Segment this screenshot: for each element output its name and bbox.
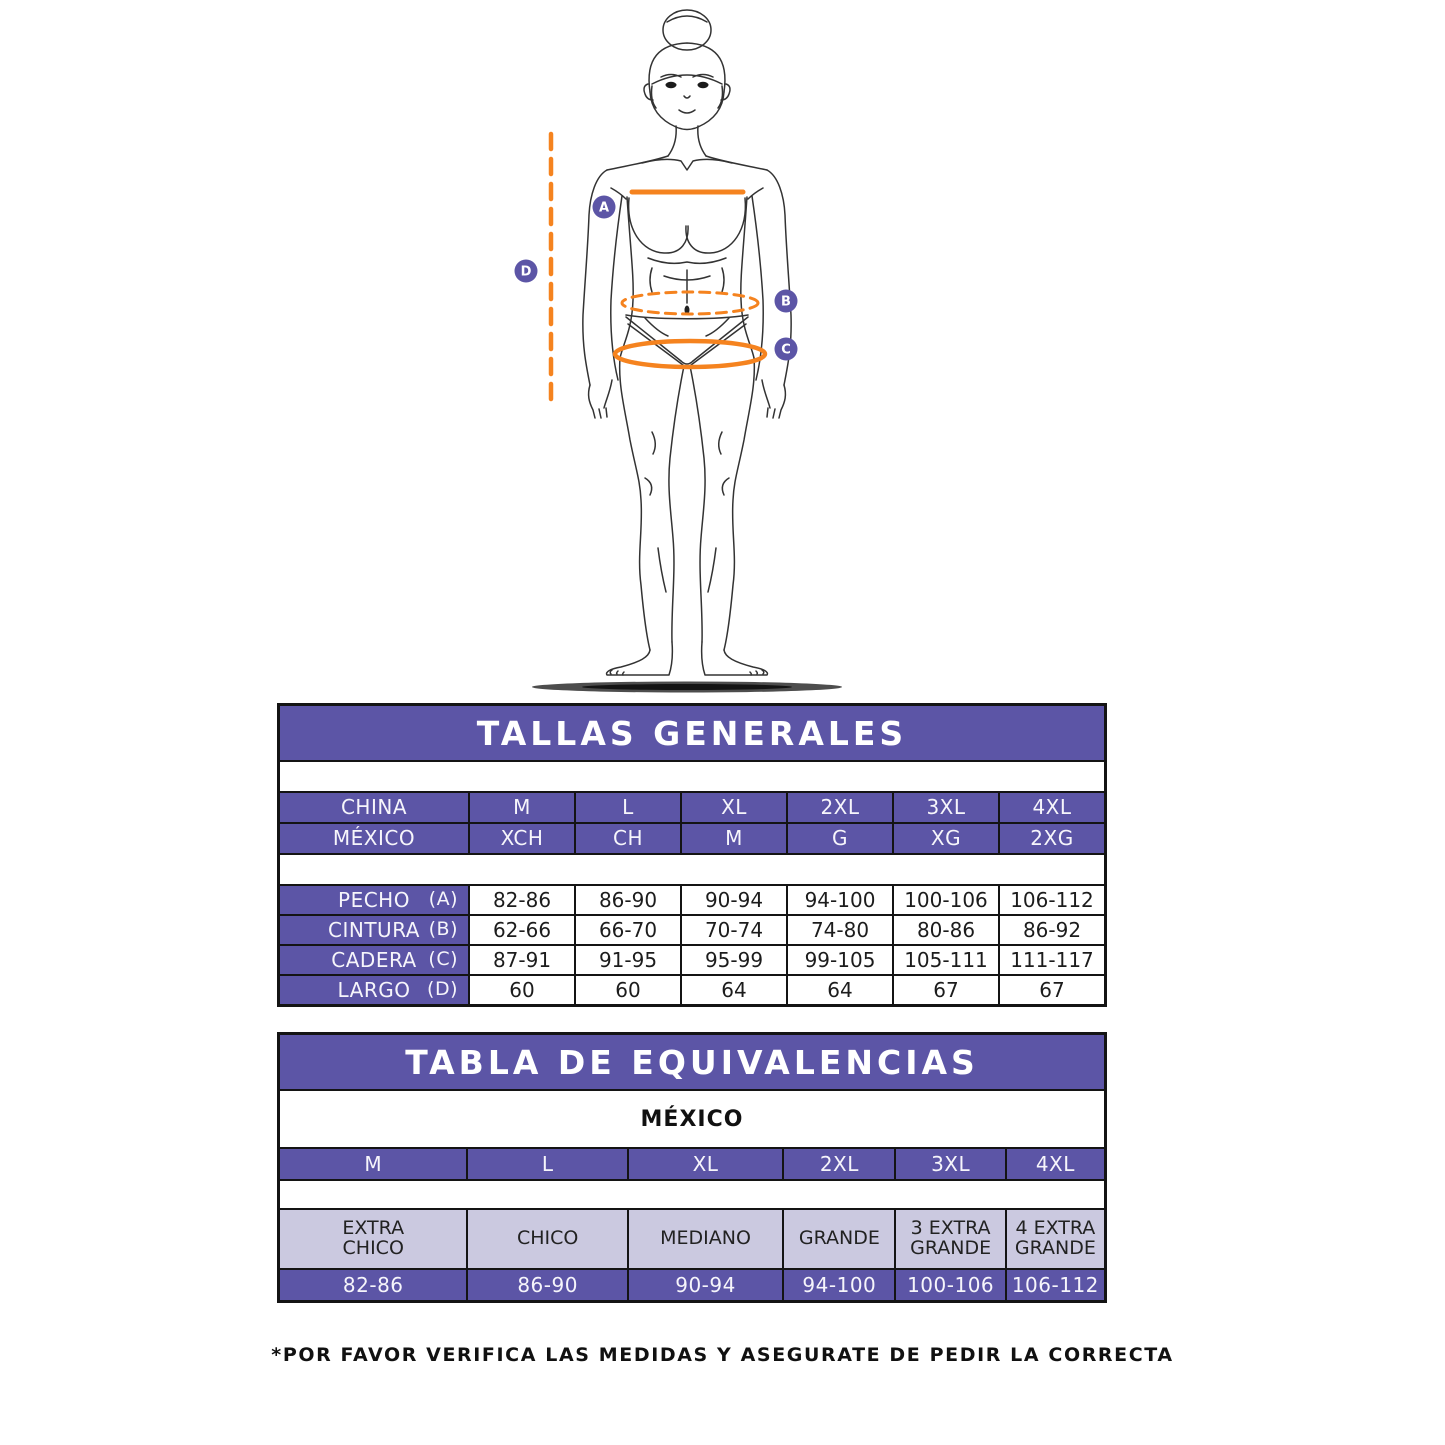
- size-cell: G: [788, 824, 892, 853]
- range-cell: 106-112: [1007, 1270, 1104, 1300]
- table-spacer: [280, 1181, 1104, 1208]
- size-cell: XG: [894, 824, 998, 853]
- size-cell: 4XL: [1007, 1149, 1104, 1179]
- measure-cell: 91-95: [576, 946, 680, 974]
- measure-cell: 94-100: [788, 886, 892, 914]
- measure-cell: 67: [894, 976, 998, 1004]
- size-name-cell: MEDIANO: [629, 1210, 782, 1268]
- size-cell: XL: [682, 793, 786, 822]
- equivalencias-table: [277, 1032, 1107, 1303]
- measure-cell: 70-74: [682, 916, 786, 944]
- size-name: 4 EXTRA GRANDE: [1014, 1217, 1096, 1259]
- range-cell: 90-94: [629, 1270, 782, 1300]
- measure-cell: 106-112: [1000, 886, 1104, 914]
- table-row: [280, 916, 1104, 944]
- measure-cell: 87-91: [470, 946, 574, 974]
- range-cell: 86-90: [468, 1270, 626, 1300]
- size-cell: CH: [576, 824, 680, 853]
- marker-b-letter: B: [781, 294, 791, 310]
- table-row: [280, 886, 1104, 914]
- measure-cell: 111-117: [1000, 946, 1104, 974]
- measure-cell: 99-105: [788, 946, 892, 974]
- measure-cell: 82-86: [470, 886, 574, 914]
- marker-c-letter: C: [781, 342, 791, 358]
- size-cell: L: [468, 1149, 626, 1179]
- equivalencias-title: TABLA DE EQUIVALENCIAS: [280, 1035, 1104, 1089]
- tallas-generales-title: TALLAS GENERALES: [280, 706, 1104, 760]
- row-label: [280, 946, 468, 974]
- measure-cell: 86-92: [1000, 916, 1104, 944]
- measure-cell: 62-66: [470, 916, 574, 944]
- measure-cell: 74-80: [788, 916, 892, 944]
- range-cell: 82-86: [280, 1270, 466, 1300]
- size-cell: 3XL: [894, 793, 998, 822]
- measure-name: PECHO: [338, 887, 410, 912]
- size-cell: XL: [629, 1149, 782, 1179]
- table-row: [280, 1210, 1104, 1268]
- measure-cell: 90-94: [682, 886, 786, 914]
- row-label: [280, 916, 468, 944]
- measure-cell: 64: [788, 976, 892, 1004]
- region-label: MÉXICO: [280, 1091, 1104, 1147]
- figure-illustration: [0, 0, 1445, 712]
- measure-cell: 80-86: [894, 916, 998, 944]
- table-row: [280, 1149, 1104, 1179]
- measure-marker: (B): [428, 918, 458, 941]
- waist-measure-ellipse: [622, 292, 758, 314]
- measure-cell: 100-106: [894, 886, 998, 914]
- size-cell: 2XG: [1000, 824, 1104, 853]
- table-row: [280, 946, 1104, 974]
- size-name-cell: GRANDE: [784, 1210, 894, 1268]
- range-cell: 100-106: [896, 1270, 1004, 1300]
- table-row: [280, 1270, 1104, 1300]
- measure-marker: (A): [428, 888, 458, 911]
- size-name: 3 EXTRA GRANDE: [910, 1217, 992, 1259]
- size-cell: 3XL: [896, 1149, 1004, 1179]
- floor-shadow: [532, 682, 842, 693]
- measure-marker: (D): [427, 978, 458, 1001]
- table-row: [280, 824, 1104, 853]
- measure-cell: 67: [1000, 976, 1104, 1004]
- row-label: [280, 886, 468, 914]
- table-row: [280, 793, 1104, 822]
- size-name-cell: [896, 1210, 1004, 1268]
- row-label: [280, 976, 468, 1004]
- marker-a-letter: A: [598, 200, 610, 216]
- measure-cell: 105-111: [894, 946, 998, 974]
- measure-cell: 64: [682, 976, 786, 1004]
- measure-cell: 60: [576, 976, 680, 1004]
- size-cell: 4XL: [1000, 793, 1104, 822]
- table-spacer: [280, 855, 1104, 884]
- size-name-cell: CHICO: [468, 1210, 626, 1268]
- measure-cell: 66-70: [576, 916, 680, 944]
- row-label: MÉXICO: [280, 824, 468, 853]
- table-spacer: [280, 762, 1104, 791]
- range-cell: 94-100: [784, 1270, 894, 1300]
- verify-measurements-note: *POR FAVOR VERIFICA LAS MEDIDAS Y ASEGURATE DE PEDIR LA CORRECTA: [271, 1344, 1174, 1366]
- measurement-guides: [551, 134, 765, 402]
- marker-d-letter: D: [520, 264, 532, 280]
- size-cell: L: [576, 793, 680, 822]
- measure-cell: 60: [470, 976, 574, 1004]
- table-row: [280, 976, 1104, 1004]
- measure-cell: 86-90: [576, 886, 680, 914]
- measure-name: CADERA: [331, 947, 417, 972]
- size-name-cell: [1007, 1210, 1104, 1268]
- size-cell: M: [682, 824, 786, 853]
- size-name-cell: [280, 1210, 466, 1268]
- measure-name: LARGO: [337, 977, 411, 1002]
- measure-marker: (C): [428, 948, 458, 971]
- measure-name: CINTURA: [328, 917, 420, 942]
- size-cell: M: [280, 1149, 466, 1179]
- size-cell: M: [470, 793, 574, 822]
- measure-cell: 95-99: [682, 946, 786, 974]
- size-cell: XCH: [470, 824, 574, 853]
- size-cell: 2XL: [784, 1149, 894, 1179]
- row-label: CHINA: [280, 793, 468, 822]
- size-name: EXTRA CHICO: [342, 1217, 405, 1259]
- tallas-generales-table: [277, 703, 1107, 1007]
- size-cell: 2XL: [788, 793, 892, 822]
